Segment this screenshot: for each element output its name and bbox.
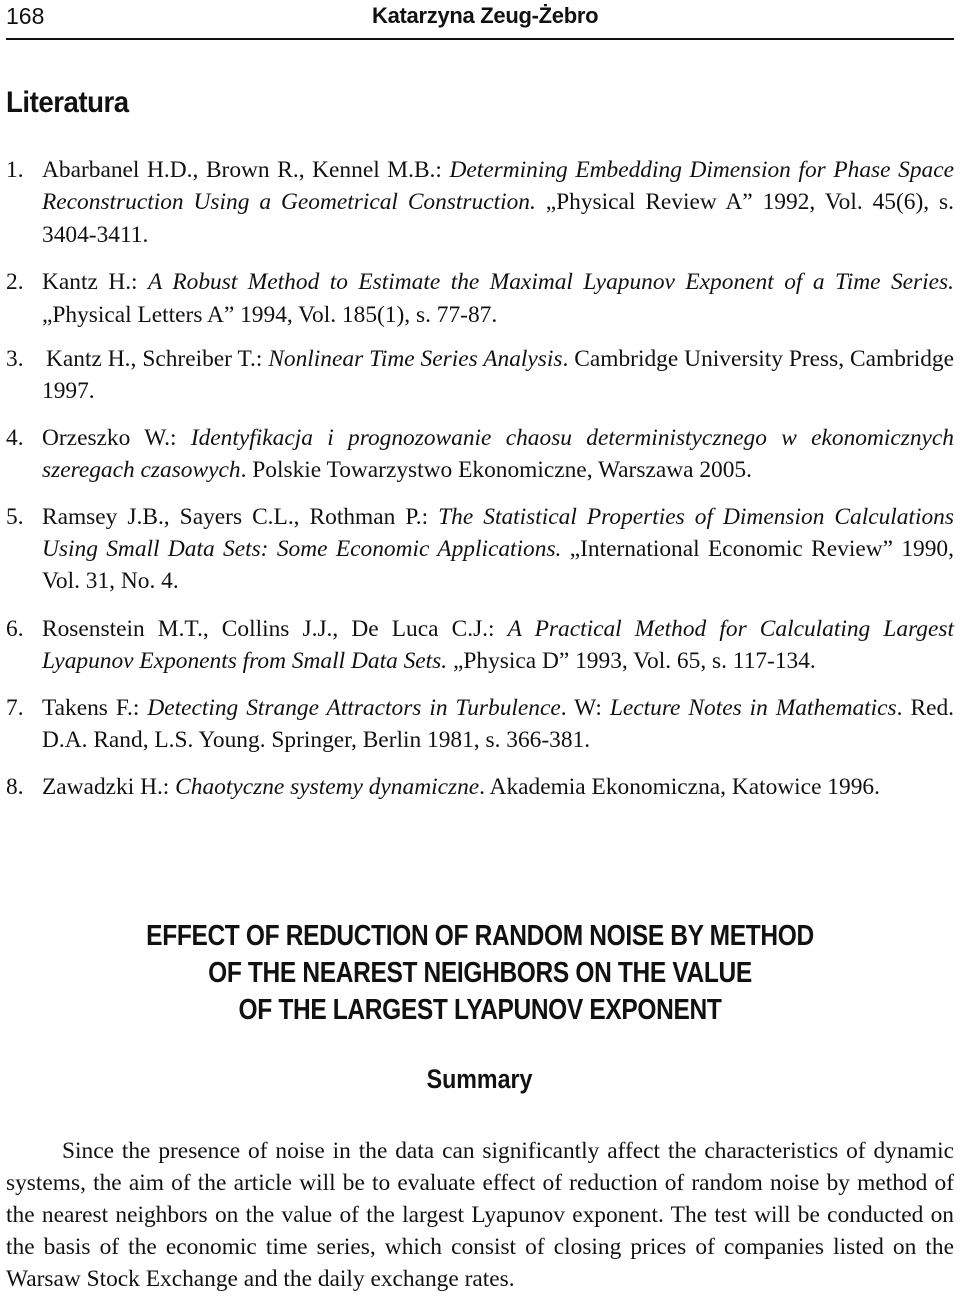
page-number: 168: [6, 3, 45, 29]
reference-authors: Orzeszko W.:: [42, 424, 191, 451]
reference-details: . W:: [560, 694, 610, 721]
english-title-line: OF THE NEAREST NEIGHBORS ON THE VALUE: [208, 957, 752, 989]
english-title-line: EFFECT OF REDUCTION OF RANDOM NOISE BY METHOD: [146, 920, 814, 952]
reference-authors: Rosenstein M.T., Collins J.J., De Luca C.J.:: [42, 615, 508, 642]
reference-title: Nonlinear Time Series Analysis: [268, 346, 563, 373]
reference-title: The Statistical Properties of Dimension Calculations Using Small Data Sets: Some Economic Applications.: [42, 503, 954, 563]
reference-details-extra: . Red. D.A. Rand, L.S. Young. Springer, Berlin 1981, s. 366-381.: [42, 694, 954, 754]
reference-details: . Cambridge University Press, Cambridge 1997.: [42, 346, 954, 405]
reference-details: „Physical Review A” 1992, Vol. 45(6), s. 3404-3411.: [42, 189, 954, 248]
reference-authors: Ramsey J.B., Sayers C.L., Rothman P.:: [42, 503, 439, 530]
reference-number: 4.: [6, 424, 24, 451]
reference-title: Detecting Strange Attractors in Turbulence: [147, 694, 561, 721]
reference-title: A Practical Method for Calculating Largest Lyapunov Exponents from Small Data Sets.: [42, 615, 954, 675]
reference-item: [6, 343, 954, 408]
reference-item: [6, 154, 954, 251]
reference-details: „Physica D” 1993, Vol. 65, s. 117-134.: [447, 648, 816, 675]
reference-number: 8.: [6, 773, 24, 800]
reference-number: 5.: [6, 503, 24, 530]
reference-authors: Kantz H., Schreiber T.:: [46, 346, 269, 373]
reference-number: 6.: [6, 615, 24, 642]
reference-title: A Robust Method to Estimate the Maximal Lyapunov Exponent of a Time Series.: [148, 269, 954, 296]
reference-item: [6, 422, 954, 487]
english-title-line: OF THE LARGEST LYAPUNOV EXPONENT: [238, 994, 722, 1026]
reference-authors: Kantz H.:: [42, 269, 149, 296]
summary-heading-text: Summary: [427, 1064, 533, 1094]
reference-item: [6, 501, 954, 598]
reference-title: Chaotyczne systemy dynamiczne: [175, 773, 480, 800]
reference-details: . Akademia Ekonomiczna, Katowice 1996.: [479, 773, 880, 800]
reference-authors: Zawadzki H.:: [42, 773, 176, 800]
reference-item: [6, 692, 954, 757]
reference-item: [6, 266, 954, 331]
english-title: [0, 918, 960, 1029]
page-header: [6, 0, 954, 40]
reference-details: „Physical Letters A” 1994, Vol. 185(1), s. 77-87.: [42, 301, 498, 328]
reference-authors: Abarbanel H.D., Brown R., Kennel M.B.:: [42, 157, 450, 183]
reference-item: [6, 613, 954, 678]
reference-item: [6, 771, 954, 803]
reference-number: 3.: [6, 346, 24, 373]
reference-title: Determining Embedding Dimension for Phase Space Reconstruction Using a Geometrical Construction.: [42, 157, 954, 216]
reference-authors: Takens F.:: [42, 694, 148, 721]
reference-details: „International Economic Review” 1990, Vol. 31, No. 4.: [42, 536, 954, 595]
reference-number: 7.: [6, 694, 24, 721]
reference-list: [6, 154, 954, 803]
reference-title: Identyfikacja i prognozowanie chaosu deterministycznego w ekonomicznych szeregach czasowych: [42, 424, 954, 484]
summary-paragraph: Since the presence of noise in the data can significantly affect the characteristics of dynamic systems, the aim of the article will be to evaluate effect of reduction of random noise by method of the nearest neighbors on the value of the largest Lyapunov exponent. The test will be conducted on the basis of the economic time series, which consist of closing prices of companies listed on the Warsaw Stock Exchange and the daily exchange rates.: [6, 1138, 954, 1292]
reference-series-title: Lecture Notes in Mathematics: [609, 694, 897, 721]
reference-number: 1.: [6, 157, 24, 183]
reference-number: 2.: [6, 269, 24, 296]
summary-heading: [0, 1064, 960, 1095]
reference-details: . Polskie Towarzystwo Ekonomiczne, Warszawa 2005.: [240, 457, 752, 484]
bibliography-heading: Literatura: [6, 86, 129, 119]
running-head-author: Katarzyna Zeug-Żebro: [372, 3, 599, 28]
